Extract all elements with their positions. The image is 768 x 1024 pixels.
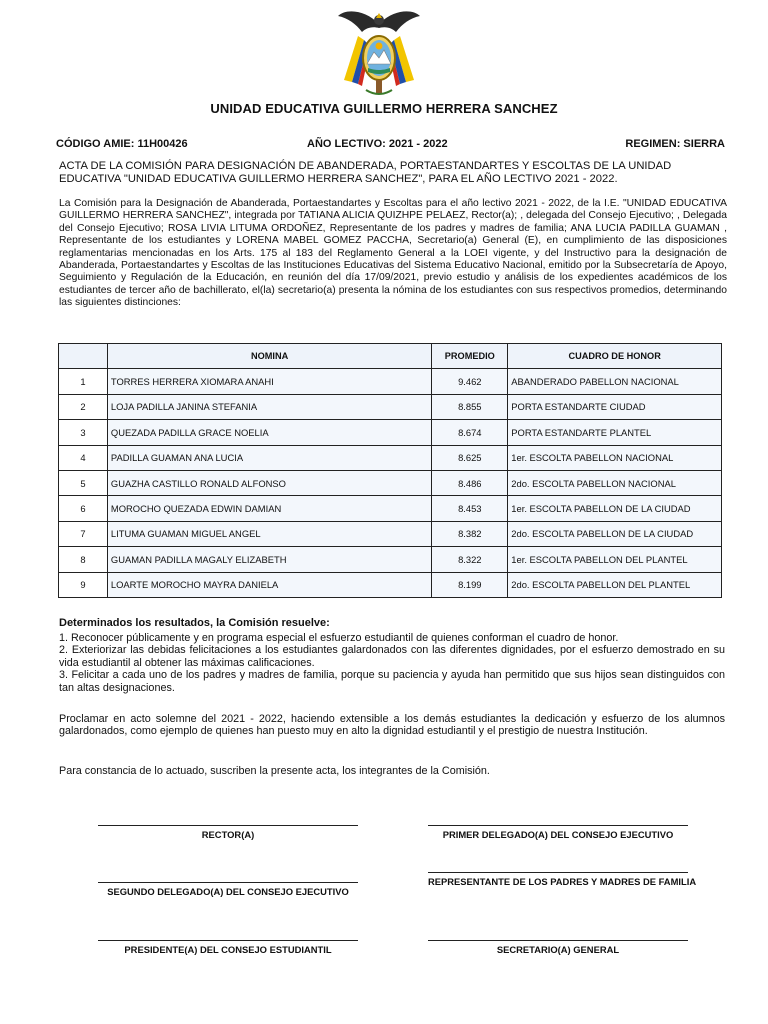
row-nomina: GUAZHA CASTILLO RONALD ALFONSO	[107, 470, 431, 495]
signature-representante-padres	[428, 872, 697, 887]
row-honor: 1er. ESCOLTA PABELLON DE LA CIUDAD	[508, 496, 722, 521]
row-promedio: 8.674	[432, 420, 508, 445]
row-promedio: 8.855	[432, 394, 508, 419]
signature-label: SEGUNDO DELEGADO(A) DEL CONSEJO EJECUTIVO	[107, 886, 349, 897]
row-promedio: 8.486	[432, 470, 508, 495]
ecuador-coat-of-arms-icon	[336, 6, 422, 98]
intro-paragraph: La Comisión para la Designación de Abanderada, Portaestandartes y Escoltas para el año lectivo 2021 - 2022, de la I.E. "UNIDAD EDUCATIVA GUILLERMO HERRERA SANCHEZ", integrada por TATIANA ALICIA QUIZHPE PELAEZ, Rector(a); , delegada del Consejo Ejecutivo; , Delegada del Consejo Ejecutivo; ROSA LIVIA LITUMA ORDOÑEZ, Representante de los padres y madres de familia; ANA LUCIA PADILLA GUAMAN , Representante de los estudiantes y LORENA MABEL GOMEZ PACCHA, Secretario(a) General (E), en cumplimiento de las disposiciones reglamentarias mencionadas en los Arts. 175 al 183 del Reglamento General a la LOEI vigente, y del Instructivo para la designación de Abanderada, Portaestandartes y Escoltas de las Instituciones Educativas del Sistema Educativo Nacional, emitido por la Subsecretaría de Apoyo, Seguimiento y Regulación de la Educación, en reunión del día 17/09/2021, previo estudio y análisis de los expedientes académicos de los estudiantes de tercer año de bachillerato, el(la) secretario(a) presenta la nómina de los estudiantes con sus respectivos promedios, determinando las siguientes distinciones:	[59, 198, 727, 309]
row-honor: PORTA ESTANDARTE CIUDAD	[508, 394, 722, 419]
signature-line	[98, 882, 358, 883]
row-honor: 1er. ESCOLTA PABELLON DEL PLANTEL	[508, 547, 722, 572]
row-promedio: 8.453	[432, 496, 508, 521]
signature-rector	[98, 825, 358, 840]
table-row	[59, 420, 722, 445]
signature-label: PRIMER DELEGADO(A) DEL CONSEJO EJECUTIVO	[442, 829, 674, 840]
header-promedio: PROMEDIO	[432, 344, 508, 369]
row-nomina: LOARTE MOROCHO MAYRA DANIELA	[107, 572, 431, 597]
row-honor: 2do. ESCOLTA PABELLON DEL PLANTEL	[508, 572, 722, 597]
row-number: 5	[59, 470, 108, 495]
row-nomina: QUEZADA PADILLA GRACE NOELIA	[107, 420, 431, 445]
table-row	[59, 470, 722, 495]
signature-label: RECTOR(A)	[201, 829, 255, 840]
row-nomina: MOROCHO QUEZADA EDWIN DAMIAN	[107, 496, 431, 521]
row-number: 3	[59, 420, 108, 445]
honor-table	[58, 343, 722, 598]
row-number: 9	[59, 572, 108, 597]
resolution-list	[59, 632, 725, 694]
row-number: 4	[59, 445, 108, 470]
header-nomina: NOMINA	[107, 344, 431, 369]
row-honor: ABANDERADO PABELLON NACIONAL	[508, 369, 722, 394]
acta-title: ACTA DE LA COMISIÓN PARA DESIGNACIÓN DE ABANDERADA, PORTAESTANDARTES Y ESCOLTAS DE LA UNIDAD EDUCATIVA "UNIDAD EDUCATIVA GUILLERMO HERRERA SANCHEZ", PARA EL AÑO LECTIVO 2021 - 2022.	[59, 160, 672, 185]
row-honor: 2do. ESCOLTA PABELLON NACIONAL	[508, 470, 722, 495]
row-honor: 1er. ESCOLTA PABELLON NACIONAL	[508, 445, 722, 470]
row-promedio: 8.322	[432, 547, 508, 572]
signature-line	[428, 872, 688, 873]
table-header-row	[59, 344, 722, 369]
signature-primer-delegado	[428, 825, 688, 840]
header-number	[59, 344, 108, 369]
row-number: 8	[59, 547, 108, 572]
table-row	[59, 445, 722, 470]
row-honor: 2do. ESCOLTA PABELLON DE LA CIUDAD	[508, 521, 722, 546]
row-number: 7	[59, 521, 108, 546]
row-number: 2	[59, 394, 108, 419]
resolution-item: 3. Felicitar a cada uno de los padres y madres de familia, porque su paciencia y ayuda han permitido que sus hijos sean distinguidos con tan altas designaciones.	[59, 669, 725, 694]
signature-segundo-delegado	[98, 882, 358, 897]
table-row	[59, 369, 722, 394]
row-nomina: LITUMA GUAMAN MIGUEL ANGEL	[107, 521, 431, 546]
anio-lectivo: AÑO LECTIVO: 2021 - 2022	[307, 138, 448, 150]
signature-presidente-consejo	[98, 940, 358, 955]
resolution-heading: Determinados los resultados, la Comisión resuelve:	[59, 617, 330, 629]
row-nomina: LOJA PADILLA JANINA STEFANIA	[107, 394, 431, 419]
signature-line	[428, 940, 688, 941]
row-honor: PORTA ESTANDARTE PLANTEL	[508, 420, 722, 445]
signature-label: SECRETARIO(A) GENERAL	[496, 944, 620, 955]
signature-label: PRESIDENTE(A) DEL CONSEJO ESTUDIANTIL	[124, 944, 332, 955]
table-row	[59, 547, 722, 572]
row-number: 6	[59, 496, 108, 521]
header-cuadro-honor: CUADRO DE HONOR	[508, 344, 722, 369]
signature-secretario	[428, 940, 688, 955]
institution-title: UNIDAD EDUCATIVA GUILLERMO HERRERA SANCHEZ	[210, 101, 558, 116]
codigo-amie: CÓDIGO AMIE: 11H00426	[56, 138, 188, 150]
row-promedio: 8.199	[432, 572, 508, 597]
signature-line	[428, 825, 688, 826]
signature-line	[98, 940, 358, 941]
resolution-item: 1. Reconocer públicamente y en programa especial el esfuerzo estudiantil de quienes conforman el cuadro de honor.	[59, 632, 619, 644]
row-nomina: GUAMAN PADILLA MAGALY ELIZABETH	[107, 547, 431, 572]
row-promedio: 9.462	[432, 369, 508, 394]
signature-label: REPRESENTANTE DE LOS PADRES Y MADRES DE FAMILIA	[428, 876, 697, 887]
table-row	[59, 394, 722, 419]
table-row	[59, 496, 722, 521]
proclaim-paragraph: Proclamar en acto solemne del 2021 - 2022, haciendo extensible a los demás estudiantes la dedicación y esfuerzo de los alumnos galardonados, como ejemplo de quienes han puesto muy en alto la dignidad estudiantil y el prestigio de nuestra Institución.	[59, 713, 725, 738]
row-promedio: 8.625	[432, 445, 508, 470]
row-number: 1	[59, 369, 108, 394]
table-row	[59, 521, 722, 546]
signature-line	[98, 825, 358, 826]
regimen: REGIMEN: SIERRA	[625, 138, 725, 150]
row-nomina: TORRES HERRERA XIOMARA ANAHI	[107, 369, 431, 394]
table-row	[59, 572, 722, 597]
row-nomina: PADILLA GUAMAN ANA LUCIA	[107, 445, 431, 470]
row-promedio: 8.382	[432, 521, 508, 546]
constancia-text: Para constancia de lo actuado, suscriben la presente acta, los integrantes de la Comisión.	[59, 765, 490, 777]
resolution-item: 2. Exteriorizar las debidas felicitaciones a los estudiantes galardonados con las diferentes dignidades, por el esfuerzo demostrado en su vida estudiantil al obtener las máximas calificaciones.	[59, 644, 725, 669]
